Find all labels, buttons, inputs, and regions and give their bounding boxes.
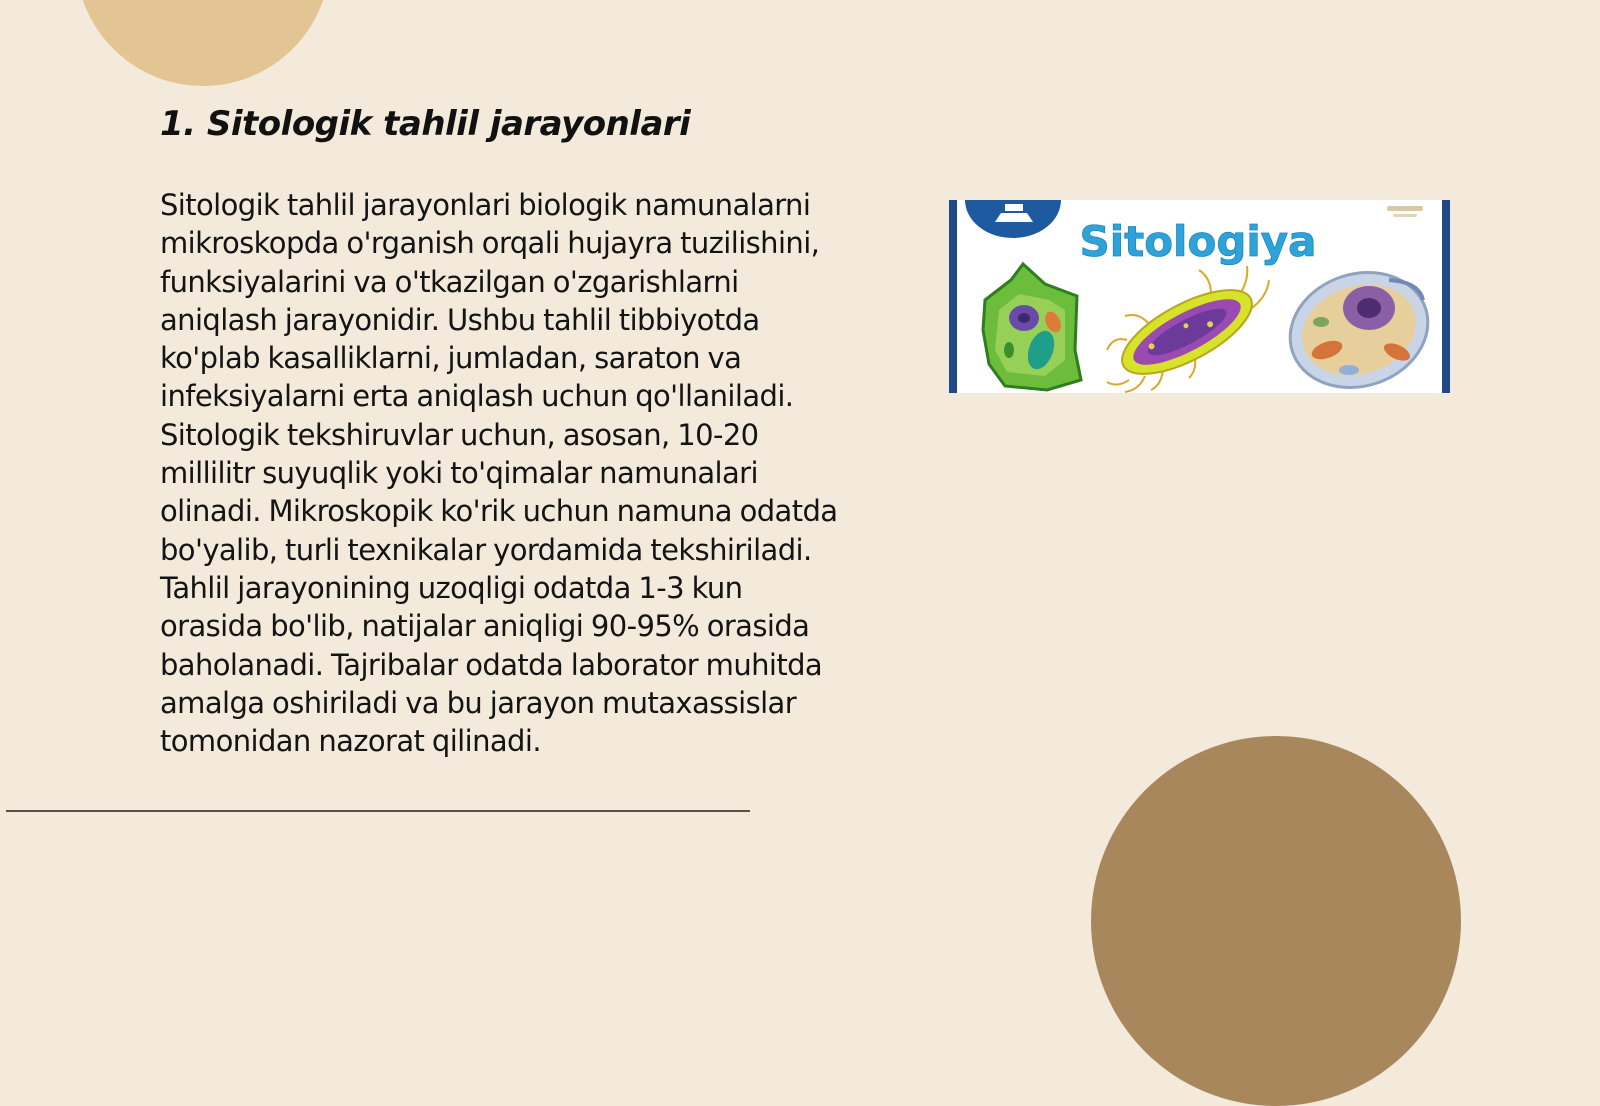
horizontal-divider: [6, 810, 750, 812]
decorative-circle-top: [76, 0, 330, 86]
bacterium-icon: [1107, 266, 1269, 392]
microscope-badge-icon: [965, 200, 1061, 238]
illustration-heading: Sitologiya: [1079, 217, 1317, 266]
slide-title: 1. Sitologik tahlil jarayonlari: [160, 104, 691, 144]
slide-body-text: Sitologik tahlil jarayonlari biologik namunalarni mikroskopda o'rganish orqali hujayra tuzilishini, funksiyalarini va o'tkazilgan o'zgarishlarni aniqlash jarayonidir. Ushbu tahlil tibbiyotda ko'plab kasalliklarni, jumladan, saraton va infeksiyalarni erta aniqlash uchun qo'llaniladi. Sitologik tekshiruvlar uchun, asosan, 10-20 millilitr suyuqlik yoki to'qimalar namunalari olinadi. Mikroskopik ko'rik uchun namuna odatda bo'yalib, turli texnikalar yordamida tekshiriladi. Tahlil jarayonining uzoqligi odatda 1-3 kun orasida bo'lib, natijalar aniqligi 90-95% orasida baholanadi. Tajribalar odatda laborator muhitda amalga oshiriladi va bu jarayon mutaxassislar tomonidan nazorat qilinadi.: [160, 188, 838, 759]
animal-cell-icon: [1275, 255, 1443, 393]
illustration-left-border: [949, 200, 957, 393]
illustration-right-border: [1442, 200, 1450, 393]
plant-cell-icon: [983, 264, 1081, 390]
publisher-logo-icon: [1387, 206, 1423, 217]
decorative-circle-bottom: [1091, 736, 1461, 1106]
sitologiya-illustration: [949, 200, 1450, 393]
